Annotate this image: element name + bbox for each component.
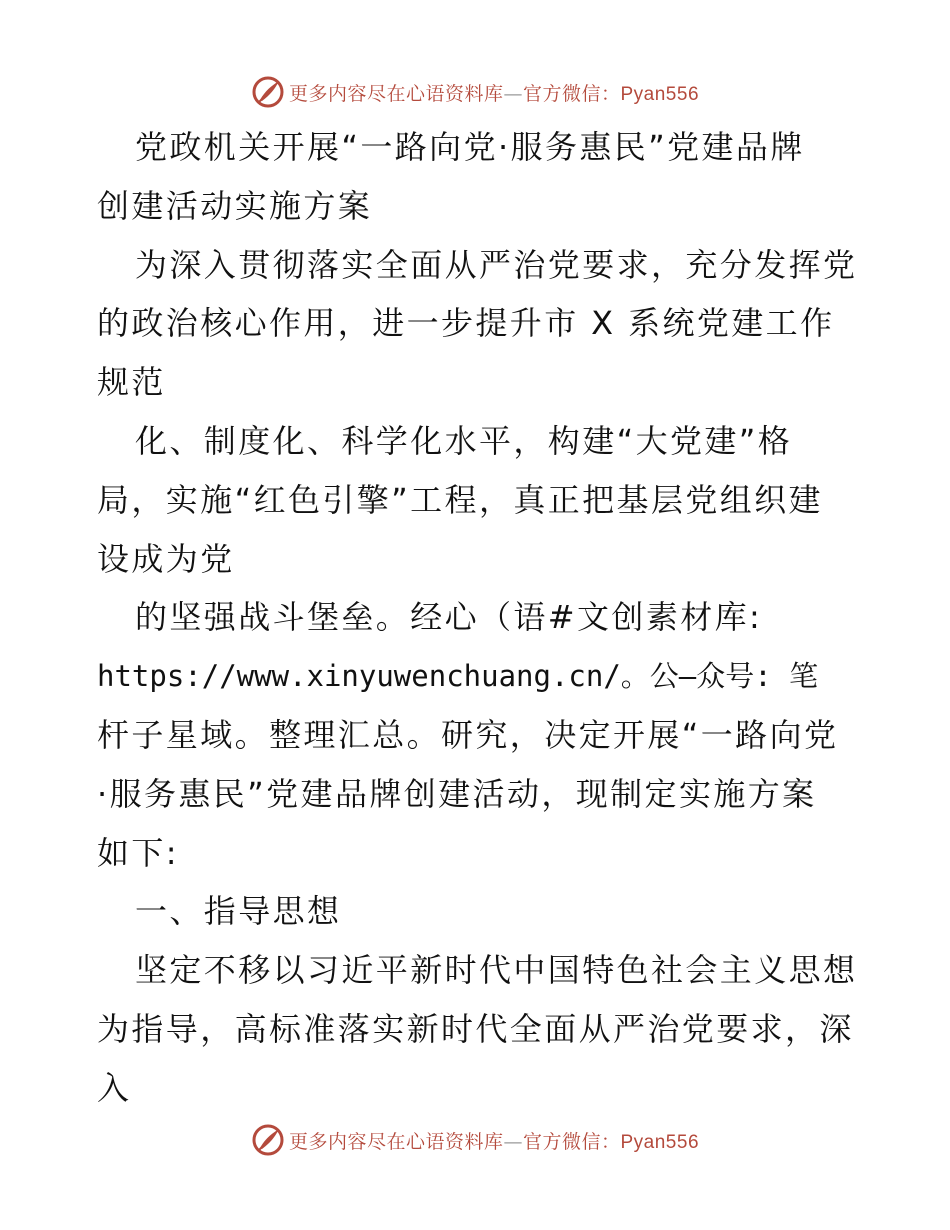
text-line: 的政治核心作用，进一步提升市 X 系统党建工作 [97, 304, 835, 343]
watermark-id: Pyan556 [620, 1131, 700, 1153]
text-line: 为深入贯彻落实全面从严治党要求，充分发挥党 [135, 245, 858, 284]
text-line: 如下: [97, 833, 179, 872]
text-line: 为指导，高标准落实新时代全面从严治党要求，深 [97, 1009, 854, 1048]
watermark-suffix: 官方微信： [522, 82, 621, 105]
text-line: 化、制度化、科学化水平，构建“大党建”格 [135, 421, 793, 460]
footer-watermark [0, 1120, 950, 1160]
text-line: ·服务惠民”党建品牌创建活动，现制定实施方案 [97, 774, 817, 813]
text-line: 局，实施“红色引擎”工程，真正把基层党组织建 [97, 480, 823, 519]
watermark-dash: — [503, 1130, 523, 1153]
quill-logo-icon [251, 75, 285, 109]
text-line: https://www.xinyuwenchuang.cn/。公—众号: 笔 [97, 659, 819, 694]
watermark-brand: 更多内容尽在心语资料库 [288, 82, 504, 105]
quill-logo-icon [251, 1123, 285, 1157]
watermark-dash: — [503, 82, 523, 105]
watermark-text [289, 1127, 699, 1154]
text-line: 党政机关开展“一路向党·服务惠民”党建品牌 [135, 128, 805, 166]
text-line: 一、指导思想 [135, 892, 342, 931]
document-body [97, 118, 857, 1118]
watermark-id: Pyan556 [620, 83, 700, 105]
text-line: 杆子星域。整理汇总。研究，决定开展“一路向党 [97, 715, 839, 754]
text-line: 设成为党 [97, 539, 235, 578]
text-line: 创建活动实施方案 [97, 186, 373, 225]
text-line: 入 [97, 1068, 132, 1107]
text-line: 坚定不移以习近平新时代中国特色社会主义思想 [135, 951, 858, 990]
watermark-text [289, 79, 699, 106]
text-line: 规范 [97, 363, 166, 402]
header-watermark [0, 72, 950, 112]
text-line: 的坚强战斗堡垒。经心（语#文创素材库: [135, 598, 763, 637]
watermark-suffix: 官方微信： [522, 1130, 621, 1153]
watermark-brand: 更多内容尽在心语资料库 [288, 1130, 504, 1153]
